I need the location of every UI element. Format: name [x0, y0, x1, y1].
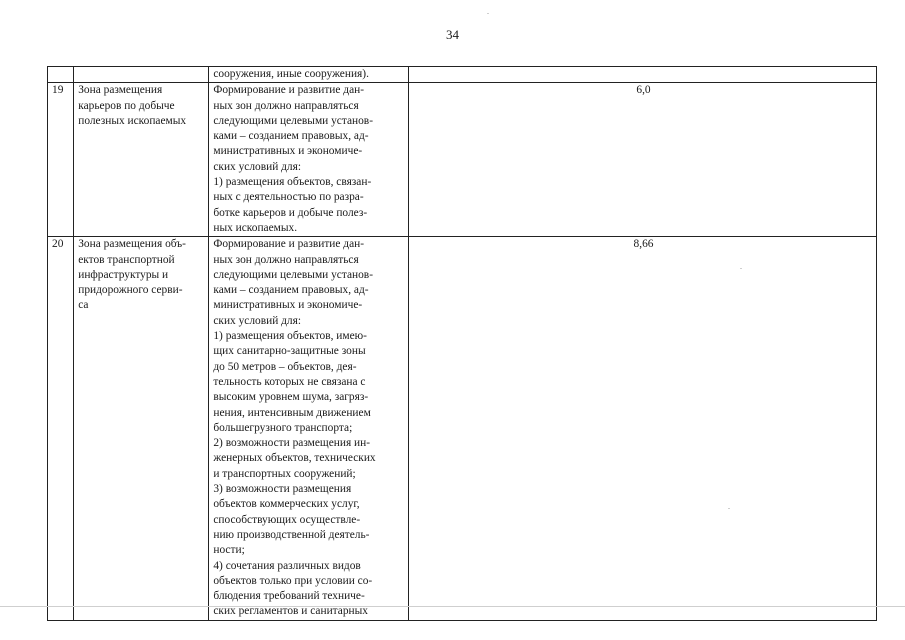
desc-line: большегрузного транспорта;: [213, 421, 353, 434]
desc-line: до 50 метров – объектов, дея-: [213, 360, 357, 373]
desc-line: сооружения, иные сооружения).: [213, 68, 369, 80]
desc-line: ками – созданием правовых, ад-: [213, 130, 369, 143]
cell-name: [74, 83, 209, 237]
desc-line: тельность которых не связана с: [213, 375, 366, 388]
desc-line: министративных и экономиче-: [213, 299, 363, 312]
name-line: инфраструктуры и: [78, 268, 169, 281]
desc-line: ных ископаемых.: [213, 221, 298, 234]
desc-line: ками – созданием правовых, ад-: [213, 284, 369, 297]
desc-line: министративных и экономиче-: [213, 145, 363, 158]
desc-line: объектов только при условии со-: [213, 574, 373, 587]
page-number: 34: [446, 27, 459, 42]
desc-line: 2) возможности размещения ин-: [213, 437, 371, 450]
name-line: Зона размещения: [78, 84, 163, 97]
name-line: полезных ископаемых: [78, 114, 187, 127]
name-line: придорожного серви-: [78, 284, 183, 297]
desc-line: щих санитарно-защитные зоны: [213, 345, 366, 358]
name-line: Зона размещения объ-: [78, 238, 186, 251]
name-line: карьеров по добыче: [78, 99, 175, 112]
desc-line: Формирование и развитие дан-: [213, 84, 365, 97]
cell-name: [74, 67, 209, 83]
table-row-19: [48, 83, 877, 237]
cell-num: [48, 67, 74, 83]
desc-line: блюдения требований техниче-: [213, 590, 365, 603]
desc-line: женерных объектов, технических: [213, 452, 376, 465]
desc-line: ских регламентов и санитарных: [213, 605, 368, 618]
cell-num: 19: [48, 83, 74, 237]
desc-line: ности;: [213, 544, 245, 557]
desc-line: следующими целевыми установ-: [213, 114, 373, 127]
desc-line: объектов коммерческих услуг,: [213, 498, 360, 511]
desc-line: и транспортных сооружений;: [213, 467, 356, 480]
desc-line: ных зон должно направляться: [213, 253, 359, 266]
name-line: са: [78, 299, 89, 312]
cell-value: 6,0: [409, 83, 877, 237]
desc-line: ботке карьеров и добыче полез-: [213, 206, 368, 219]
desc-line: ных с деятельностью по разра-: [213, 191, 364, 204]
zones-table: [47, 66, 877, 621]
cell-desc: [209, 83, 409, 237]
desc-line: 1) размещения объектов, связан-: [213, 176, 372, 189]
desc-line: 3) возможности размещения: [213, 483, 352, 496]
cell-value: 8,66: [409, 237, 877, 620]
cell-desc: [209, 67, 409, 83]
scan-speck: [487, 13, 489, 14]
desc-line: высоким уровнем шума, загряз-: [213, 391, 369, 404]
desc-line: Формирование и развитие дан-: [213, 238, 365, 251]
scan-speck: [728, 508, 730, 509]
desc-line: нию производственной деятель-: [213, 528, 370, 541]
desc-line: следующими целевыми установ-: [213, 268, 373, 281]
table-row-20: [48, 237, 877, 620]
cell-num: 20: [48, 237, 74, 620]
desc-line: ных зон должно направляться: [213, 99, 359, 112]
scan-speck: [740, 268, 742, 269]
scan-edge-line: [0, 606, 905, 607]
name-line: ектов транспортной: [78, 253, 175, 266]
cell-value: [409, 67, 877, 83]
desc-line: 1) размещения объектов, имею-: [213, 330, 367, 343]
desc-line: ских условий для:: [213, 314, 302, 327]
table-row-continuation: [48, 67, 877, 83]
desc-line: способствующих осуществле-: [213, 513, 361, 526]
desc-line: нения, интенсивным движением: [213, 406, 371, 419]
desc-line: ских условий для:: [213, 160, 302, 173]
desc-line: 4) сочетания различных видов: [213, 559, 361, 572]
cell-name: [74, 237, 209, 620]
cell-desc: [209, 237, 409, 620]
